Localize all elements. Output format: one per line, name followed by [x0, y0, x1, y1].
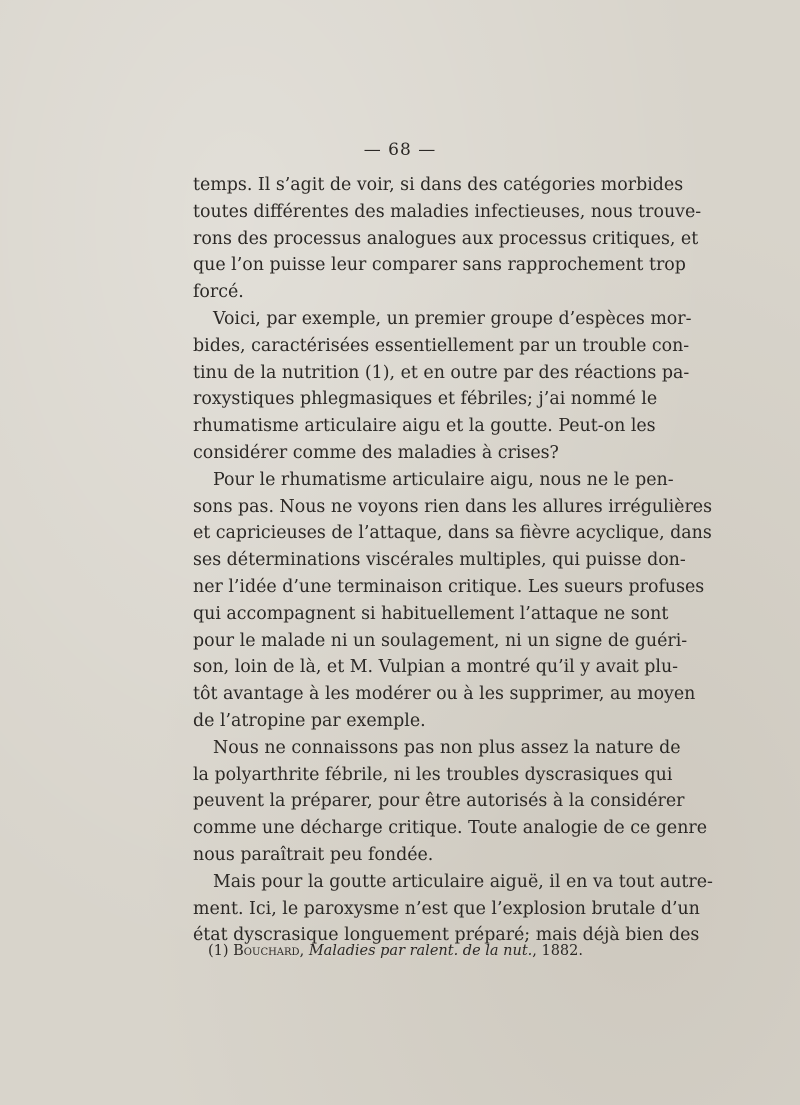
text-line: Nous ne connaissons pas non plus assez la nature de [213, 737, 681, 758]
page-number: — 68 — [363, 140, 437, 160]
text-line: la polyarthrite fébrile, ni les troubles dyscrasiques qui [193, 764, 673, 785]
text-line: tinu de la nutrition (1), et en outre par des réactions pa- [193, 362, 690, 383]
text-line: que l’on puisse leur comparer sans rapprochement trop [193, 255, 686, 276]
text-line: de l’atropine par exemple. [193, 710, 426, 731]
text-line: peuvent la préparer, pour être autorisés à la considérer [193, 791, 685, 812]
footnote-author: Bouchard [233, 943, 300, 959]
footnote [208, 943, 583, 959]
text-line: forcé. [193, 282, 244, 303]
text-line: bides, caractérisées essentiellement par un trouble con- [193, 335, 690, 356]
footnote-marker: (1) [208, 943, 229, 959]
text-line: comme une décharge critique. Toute analogie de ce genre [193, 818, 708, 839]
text-line: rons des processus analogues aux processus critiques, et [193, 228, 699, 249]
text-line: considérer comme des maladies à crises? [193, 442, 559, 463]
text-line: temps. Il s’agit de voir, si dans des catégories morbides [193, 175, 684, 195]
text-line: son, loin de là, et M. Vulpian a montré qu’il y avait plu- [193, 657, 679, 678]
text-line: toutes différentes des maladies infectieuses, nous trouve- [193, 201, 702, 222]
text-line: Mais pour la goutte articulaire aiguë, il en va tout autre- [213, 871, 713, 892]
footnote-title: Maladies par ralent. de la nut. [308, 943, 533, 959]
text-line: sons pas. Nous ne voyons rien dans les allures irrégulières [193, 496, 712, 517]
text-line: et capricieuses de l’attaque, dans sa fièvre acyclique, dans [193, 523, 712, 544]
footnote-year: , 1882. [532, 943, 583, 959]
footnote-separator: , [299, 943, 305, 959]
text-line: roxystiques phlegmasiques et fébriles; j’ai nommé le [193, 389, 658, 410]
body-text [193, 172, 713, 949]
text-line: rhumatisme articulaire aigu et la goutte. Peut-on les [193, 416, 656, 437]
text-line: nous paraîtrait peu fondée. [193, 844, 434, 865]
text-line: pour le malade ni un soulagement, ni un signe de guéri- [193, 630, 688, 651]
text-line: qui accompagnent si habituellement l’attaque ne sont [193, 603, 669, 624]
text-line: tôt avantage à les modérer ou à les supprimer, au moyen [193, 684, 696, 705]
text-line: ner l’idée d’une terminaison critique. Les sueurs profuses [193, 576, 705, 597]
text-line: Pour le rhumatisme articulaire aigu, nous ne le pen- [213, 469, 674, 490]
text-line: état dyscrasique longuement préparé; mais déjà bien des [193, 925, 700, 946]
text-line: ment. Ici, le paroxysme n’est que l’explosion brutale d’un [193, 898, 700, 919]
text-line: Voici, par exemple, un premier groupe d’espèces mor- [213, 308, 692, 329]
text-line: ses déterminations viscérales multiples, qui puisse don- [193, 550, 686, 571]
